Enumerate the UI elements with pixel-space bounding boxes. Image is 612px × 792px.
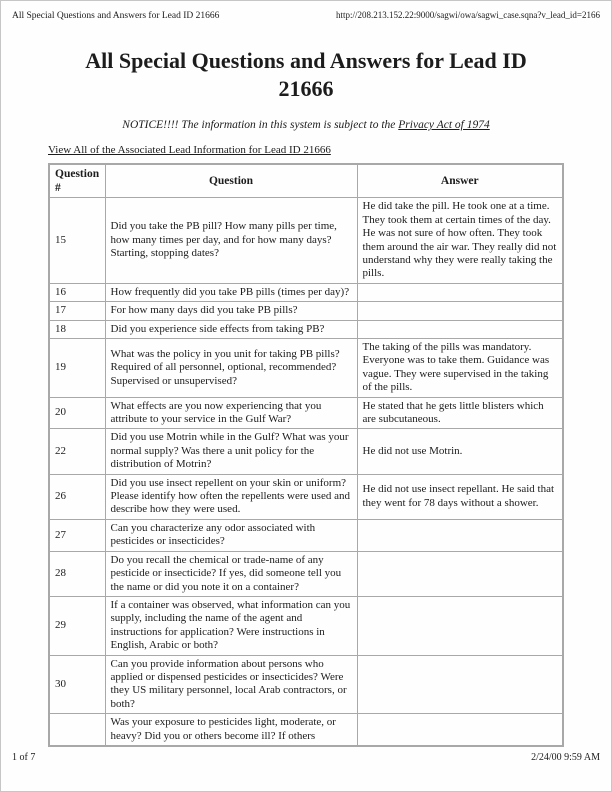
table-row bbox=[49, 551, 563, 596]
privacy-notice bbox=[48, 119, 564, 131]
question-cell: If a container was observed, what information can you supply, including the name of the agent and instructions for application? Were instructions in English, Arabic or both? bbox=[105, 596, 357, 655]
answer-cell: He stated that he gets little blisters which are subcutaneous. bbox=[357, 397, 563, 429]
answer-cell bbox=[357, 283, 563, 301]
question-number-cell: 26 bbox=[49, 474, 105, 519]
print-footer bbox=[12, 752, 600, 763]
answer-cell: He did not use insect repellant. He said that they went for 78 days without a shower. bbox=[357, 474, 563, 519]
page-title-line-1: All Special Questions and Answers for Lead ID bbox=[85, 48, 527, 73]
question-cell: Can you provide information about persons who applied or dispensed pesticides or insecticides? Were they US military personnel, local Arab contractors, or both? bbox=[105, 655, 357, 714]
question-number-cell bbox=[49, 714, 105, 746]
answer-cell bbox=[357, 596, 563, 655]
question-cell: What effects are you now experiencing that you attribute to your service in the Gulf War? bbox=[105, 397, 357, 429]
answer-cell: He did take the pill. He took one at a time. They took them at certain times of the day. He was not sure of how often. They took them around the air war. They really did not understand why they were really taking the pills. bbox=[357, 198, 563, 283]
question-cell: For how many days did you take PB pills? bbox=[105, 302, 357, 320]
question-cell: How frequently did you take PB pills (times per day)? bbox=[105, 283, 357, 301]
view-all-lead-info-link[interactable]: View All of the Associated Lead Information for Lead ID 21666 bbox=[48, 144, 331, 157]
table-row bbox=[49, 714, 563, 746]
answer-cell bbox=[357, 655, 563, 714]
table-row bbox=[49, 302, 563, 320]
table-row bbox=[49, 429, 563, 474]
page-number: 1 of 7 bbox=[12, 752, 36, 763]
view-all-row bbox=[48, 144, 564, 156]
table-row bbox=[49, 198, 563, 283]
answer-cell bbox=[357, 519, 563, 551]
qa-table bbox=[48, 163, 564, 747]
privacy-act-link[interactable]: Privacy Act of 1974 bbox=[398, 119, 490, 132]
question-number-cell: 27 bbox=[49, 519, 105, 551]
print-header bbox=[12, 10, 600, 21]
table-row bbox=[49, 339, 563, 398]
question-number-cell: 15 bbox=[49, 198, 105, 283]
print-datetime: 2/24/00 9:59 AM bbox=[531, 752, 600, 763]
question-cell: Did you use insect repellent on your skin or uniform? Please identify how often the repellents were used and describe how they were used. bbox=[105, 474, 357, 519]
document-content bbox=[1, 1, 611, 747]
table-row bbox=[49, 397, 563, 429]
print-header-url: http://208.213.152.22:9000/sagwi/owa/sagwi_case.sqna?v_lead_id=2166 bbox=[335, 10, 600, 20]
question-cell: Can you characterize any odor associated with pesticides or insecticides? bbox=[105, 519, 357, 551]
answer-cell bbox=[357, 302, 563, 320]
header-question-number: Question # bbox=[49, 164, 105, 198]
question-number-cell: 19 bbox=[49, 339, 105, 398]
question-cell: Did you take the PB pill? How many pills per time, how many times per day, and for how many days? Starting, stopping dates? bbox=[105, 198, 357, 283]
qa-table-header-row bbox=[49, 164, 563, 198]
answer-cell: He did not use Motrin. bbox=[357, 429, 563, 474]
question-number-cell: 17 bbox=[49, 302, 105, 320]
question-cell: Did you use Motrin while in the Gulf? What was your normal supply? Was there a unit policy for the distribution of Motrin? bbox=[105, 429, 357, 474]
header-answer: Answer bbox=[357, 164, 563, 198]
table-row bbox=[49, 596, 563, 655]
privacy-notice-text: NOTICE!!!! The information in this system is subject to the bbox=[122, 119, 396, 132]
page-title bbox=[48, 47, 564, 103]
question-cell: Do you recall the chemical or trade-name of any pesticide or insecticide? If yes, did someone tell you the name or did you note it on a container? bbox=[105, 551, 357, 596]
question-number-cell: 29 bbox=[49, 596, 105, 655]
qa-table-head bbox=[49, 164, 563, 198]
question-number-cell: 28 bbox=[49, 551, 105, 596]
table-row bbox=[49, 519, 563, 551]
table-row bbox=[49, 320, 563, 338]
header-question: Question bbox=[105, 164, 357, 198]
question-number-cell: 16 bbox=[49, 283, 105, 301]
answer-cell bbox=[357, 714, 563, 746]
page-title-line-2: 21666 bbox=[278, 76, 334, 102]
answer-cell bbox=[357, 320, 563, 338]
table-row bbox=[49, 474, 563, 519]
question-cell: What was the policy in you unit for taking PB pills? Required of all personnel, optional, recommended? Supervised or unsupervised? bbox=[105, 339, 357, 398]
table-row bbox=[49, 655, 563, 714]
question-number-cell: 22 bbox=[49, 429, 105, 474]
question-cell: Was your exposure to pesticides light, moderate, or heavy? Did you or others become ill? If others bbox=[105, 714, 357, 746]
question-number-cell: 18 bbox=[49, 320, 105, 338]
table-row bbox=[49, 283, 563, 301]
question-number-cell: 20 bbox=[49, 397, 105, 429]
qa-table-body bbox=[49, 198, 563, 746]
answer-cell: The taking of the pills was mandatory. Everyone was to take them. Guidance was vague. They were supervised in the taking of the pills. bbox=[357, 339, 563, 398]
print-header-title: All Special Questions and Answers for Lead ID 21666 bbox=[12, 11, 220, 21]
answer-cell bbox=[357, 551, 563, 596]
question-cell: Did you experience side effects from taking PB? bbox=[105, 320, 357, 338]
question-number-cell: 30 bbox=[49, 655, 105, 714]
